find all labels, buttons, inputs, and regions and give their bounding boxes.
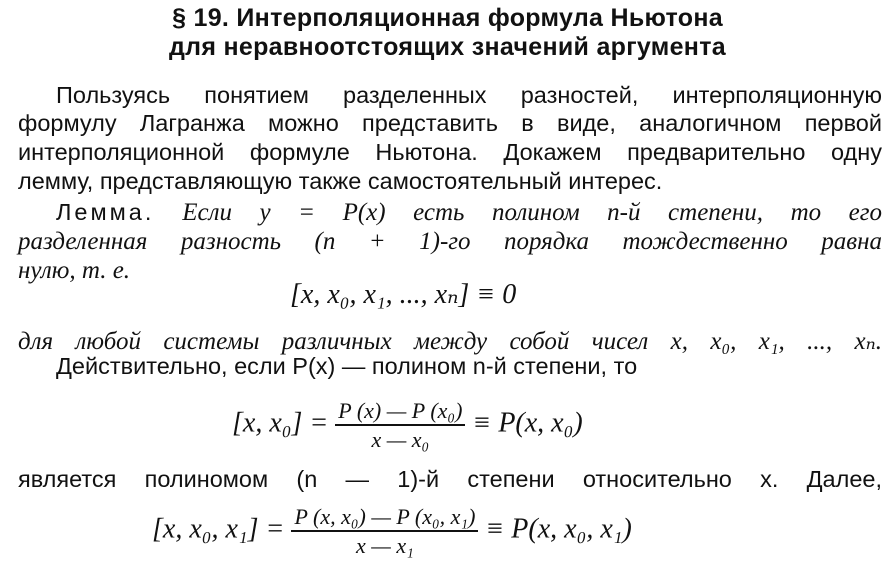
proof-line-2: является полиномом (n — 1)-й степени относительно x. Далее, <box>18 466 882 492</box>
formula-2-fraction <box>291 503 478 559</box>
lemma-condition-line: для любой системы различных между собой чисел x, x₀, x₁, ..., xₙ. <box>18 328 882 355</box>
lemma-formula: [x, x₀, x₁, ..., xₙ] ≡ 0 <box>290 279 517 310</box>
section-title-line-1: § 19. Интерполяционная формула Ньютона <box>172 4 723 32</box>
intro-line-1: Пользуясь понятием разделенных разностей, интерполяционную <box>56 82 882 108</box>
formula-2-numerator: P (x, x₀) — P (x₀, x₁) <box>291 503 478 532</box>
section-title-line-2: для неравноотстоящих значений аргумента <box>169 33 726 61</box>
formula-divided-difference-2 <box>152 503 632 559</box>
formula-1-rhs: ≡ P(x, x₀) <box>472 407 583 439</box>
formula-2-rhs: ≡ P(x, x₀, x₁) <box>485 513 632 545</box>
intro-line-4: лемму, представляющую также самостоятельный интерес. <box>18 168 663 194</box>
formula-1-lhs: [x, x₀] = <box>232 407 329 439</box>
intro-line-3: интерполяционной формуле Ньютона. Докажем предварительно одну <box>18 139 882 165</box>
formula-divided-difference-1 <box>232 397 583 453</box>
formula-2-denominator: x — x₁ <box>356 533 414 558</box>
lemma-line-3: нулю, т. е. <box>18 257 131 284</box>
formula-2-lhs: [x, x₀, x₁] = <box>152 513 285 545</box>
intro-line-2: формулу Лагранжа можно представить в виде, аналогичном первой <box>18 110 882 136</box>
proof-line-1: Действительно, если P(x) — полином n-й степени, то <box>56 353 638 379</box>
formula-1-fraction <box>335 397 465 453</box>
formula-1-numerator: P (x) — P (x₀) <box>335 397 465 426</box>
lemma-line-1 <box>56 199 882 227</box>
formula-1-denominator: x — x₀ <box>371 427 430 452</box>
lemma-label: Лемма. <box>56 199 155 225</box>
lemma-line-2: разделенная разность (n + 1)-го порядка тождественно равна <box>18 228 882 255</box>
lemma-statement-start: Если y = P(x) есть полином n-й степени, то его <box>182 199 883 226</box>
